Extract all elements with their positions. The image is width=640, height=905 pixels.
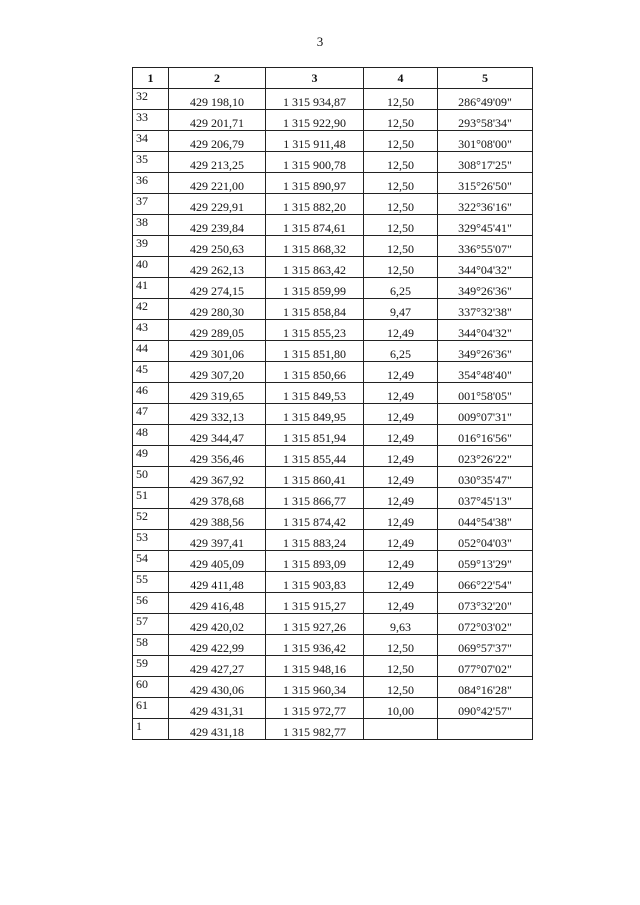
direction-angle-cell: 072°03'02" — [438, 614, 533, 635]
x-coordinate-cell: 429 411,48 — [169, 572, 266, 593]
direction-angle-cell: 349°26'36" — [438, 278, 533, 299]
y-coordinate-cell: 1 315 893,09 — [266, 551, 364, 572]
table-row — [133, 341, 533, 362]
y-coordinate-cell: 1 315 911,48 — [266, 131, 364, 152]
y-coordinate-cell: 1 315 936,42 — [266, 635, 364, 656]
direction-angle-cell: 059°13'29" — [438, 551, 533, 572]
column-header-x: 2 — [169, 68, 266, 89]
distance-cell: 6,25 — [364, 278, 438, 299]
point-number-cell: 34 — [133, 131, 169, 152]
point-number-cell: 61 — [133, 698, 169, 719]
y-coordinate-cell: 1 315 855,23 — [266, 320, 364, 341]
table-row — [133, 509, 533, 530]
x-coordinate-cell: 429 367,92 — [169, 467, 266, 488]
y-coordinate-cell: 1 315 849,95 — [266, 404, 364, 425]
table-row — [133, 635, 533, 656]
y-coordinate-cell: 1 315 874,61 — [266, 215, 364, 236]
direction-angle-cell — [438, 719, 533, 740]
table-row — [133, 467, 533, 488]
point-number-cell: 59 — [133, 656, 169, 677]
point-number-cell: 55 — [133, 572, 169, 593]
distance-cell: 12,49 — [364, 530, 438, 551]
table-row — [133, 152, 533, 173]
direction-angle-cell: 084°16'28" — [438, 677, 533, 698]
distance-cell: 12,50 — [364, 173, 438, 194]
point-number-cell: 47 — [133, 404, 169, 425]
table-row — [133, 362, 533, 383]
x-coordinate-cell: 429 430,06 — [169, 677, 266, 698]
distance-cell: 12,49 — [364, 362, 438, 383]
distance-cell: 12,50 — [364, 677, 438, 698]
table-row — [133, 131, 533, 152]
table-row — [133, 257, 533, 278]
direction-angle-cell: 315°26'50" — [438, 173, 533, 194]
point-number-cell: 43 — [133, 320, 169, 341]
table-row — [133, 173, 533, 194]
x-coordinate-cell: 429 301,06 — [169, 341, 266, 362]
direction-angle-cell: 009°07'31" — [438, 404, 533, 425]
x-coordinate-cell: 429 344,47 — [169, 425, 266, 446]
column-header-y: 3 — [266, 68, 364, 89]
table-row — [133, 299, 533, 320]
direction-angle-cell: 337°32'38" — [438, 299, 533, 320]
direction-angle-cell: 293°58'34" — [438, 110, 533, 131]
distance-cell: 12,49 — [364, 509, 438, 530]
point-number-cell: 39 — [133, 236, 169, 257]
direction-angle-cell: 037°45'13" — [438, 488, 533, 509]
table-row — [133, 236, 533, 257]
direction-angle-cell: 301°08'00" — [438, 131, 533, 152]
direction-angle-cell: 069°57'37" — [438, 635, 533, 656]
x-coordinate-cell: 429 332,13 — [169, 404, 266, 425]
x-coordinate-cell: 429 427,27 — [169, 656, 266, 677]
y-coordinate-cell: 1 315 855,44 — [266, 446, 364, 467]
y-coordinate-cell: 1 315 874,42 — [266, 509, 364, 530]
x-coordinate-cell: 429 420,02 — [169, 614, 266, 635]
page-number: 3 — [316, 34, 324, 49]
coordinates-table — [132, 67, 533, 740]
point-number-cell: 58 — [133, 635, 169, 656]
y-coordinate-cell: 1 315 922,90 — [266, 110, 364, 131]
point-number-cell: 36 — [133, 173, 169, 194]
column-header-distance: 4 — [364, 68, 438, 89]
column-header-angle: 5 — [438, 68, 533, 89]
direction-angle-cell: 052°04'03" — [438, 530, 533, 551]
point-number-cell: 56 — [133, 593, 169, 614]
distance-cell: 12,49 — [364, 404, 438, 425]
direction-angle-cell: 322°36'16" — [438, 194, 533, 215]
distance-cell: 12,50 — [364, 656, 438, 677]
table-row — [133, 698, 533, 719]
point-number-cell: 52 — [133, 509, 169, 530]
x-coordinate-cell: 429 289,05 — [169, 320, 266, 341]
point-number-cell: 57 — [133, 614, 169, 635]
table-header — [133, 68, 533, 89]
point-number-cell: 38 — [133, 215, 169, 236]
direction-angle-cell: 286°49'09" — [438, 89, 533, 110]
point-number-cell: 60 — [133, 677, 169, 698]
x-coordinate-cell: 429 201,71 — [169, 110, 266, 131]
x-coordinate-cell: 429 431,31 — [169, 698, 266, 719]
y-coordinate-cell: 1 315 858,84 — [266, 299, 364, 320]
distance-cell: 12,49 — [364, 425, 438, 446]
direction-angle-cell: 073°32'20" — [438, 593, 533, 614]
x-coordinate-cell: 429 239,84 — [169, 215, 266, 236]
y-coordinate-cell: 1 315 849,53 — [266, 383, 364, 404]
distance-cell: 9,63 — [364, 614, 438, 635]
y-coordinate-cell: 1 315 883,24 — [266, 530, 364, 551]
table-row — [133, 278, 533, 299]
point-number-cell: 33 — [133, 110, 169, 131]
table-row — [133, 614, 533, 635]
y-coordinate-cell: 1 315 903,83 — [266, 572, 364, 593]
y-coordinate-cell: 1 315 982,77 — [266, 719, 364, 740]
y-coordinate-cell: 1 315 934,87 — [266, 89, 364, 110]
distance-cell: 12,49 — [364, 383, 438, 404]
direction-angle-cell: 090°42'57" — [438, 698, 533, 719]
table-row — [133, 656, 533, 677]
distance-cell: 12,50 — [364, 152, 438, 173]
x-coordinate-cell: 429 378,68 — [169, 488, 266, 509]
point-number-cell: 32 — [133, 89, 169, 110]
table-row — [133, 593, 533, 614]
distance-cell: 12,50 — [364, 635, 438, 656]
table-row — [133, 488, 533, 509]
direction-angle-cell: 308°17'25" — [438, 152, 533, 173]
y-coordinate-cell: 1 315 972,77 — [266, 698, 364, 719]
distance-cell — [364, 719, 438, 740]
x-coordinate-cell: 429 213,25 — [169, 152, 266, 173]
point-number-cell: 45 — [133, 362, 169, 383]
distance-cell: 12,49 — [364, 488, 438, 509]
x-coordinate-cell: 429 431,18 — [169, 719, 266, 740]
column-header-point: 1 — [133, 68, 169, 89]
table-row — [133, 383, 533, 404]
x-coordinate-cell: 429 206,79 — [169, 131, 266, 152]
x-coordinate-cell: 429 307,20 — [169, 362, 266, 383]
direction-angle-cell: 044°54'38" — [438, 509, 533, 530]
y-coordinate-cell: 1 315 851,80 — [266, 341, 364, 362]
point-number-cell: 40 — [133, 257, 169, 278]
x-coordinate-cell: 429 319,65 — [169, 383, 266, 404]
point-number-cell: 54 — [133, 551, 169, 572]
y-coordinate-cell: 1 315 927,26 — [266, 614, 364, 635]
point-number-cell: 44 — [133, 341, 169, 362]
point-number-cell: 48 — [133, 425, 169, 446]
y-coordinate-cell: 1 315 900,78 — [266, 152, 364, 173]
y-coordinate-cell: 1 315 948,16 — [266, 656, 364, 677]
table-row — [133, 530, 533, 551]
table-row — [133, 110, 533, 131]
distance-cell: 12,50 — [364, 215, 438, 236]
y-coordinate-cell: 1 315 850,66 — [266, 362, 364, 383]
table-row — [133, 719, 533, 740]
y-coordinate-cell: 1 315 960,34 — [266, 677, 364, 698]
point-number-cell: 50 — [133, 467, 169, 488]
x-coordinate-cell: 429 274,15 — [169, 278, 266, 299]
direction-angle-cell: 030°35'47" — [438, 467, 533, 488]
y-coordinate-cell: 1 315 915,27 — [266, 593, 364, 614]
table-row — [133, 320, 533, 341]
distance-cell: 12,50 — [364, 194, 438, 215]
direction-angle-cell: 023°26'22" — [438, 446, 533, 467]
table-row — [133, 425, 533, 446]
y-coordinate-cell: 1 315 863,42 — [266, 257, 364, 278]
direction-angle-cell: 329°45'41" — [438, 215, 533, 236]
x-coordinate-cell: 429 422,99 — [169, 635, 266, 656]
direction-angle-cell: 344°04'32" — [438, 257, 533, 278]
distance-cell: 6,25 — [364, 341, 438, 362]
table-row — [133, 194, 533, 215]
y-coordinate-cell: 1 315 851,94 — [266, 425, 364, 446]
y-coordinate-cell: 1 315 890,97 — [266, 173, 364, 194]
point-number-cell: 46 — [133, 383, 169, 404]
table-row — [133, 215, 533, 236]
table-body — [133, 89, 533, 740]
x-coordinate-cell: 429 250,63 — [169, 236, 266, 257]
x-coordinate-cell: 429 280,30 — [169, 299, 266, 320]
table-row — [133, 572, 533, 593]
distance-cell: 12,50 — [364, 236, 438, 257]
point-number-cell: 1 — [133, 719, 169, 740]
table-row — [133, 89, 533, 110]
distance-cell: 12,50 — [364, 257, 438, 278]
direction-angle-cell: 336°55'07" — [438, 236, 533, 257]
table-row — [133, 677, 533, 698]
point-number-cell: 53 — [133, 530, 169, 551]
point-number-cell: 49 — [133, 446, 169, 467]
y-coordinate-cell: 1 315 859,99 — [266, 278, 364, 299]
y-coordinate-cell: 1 315 868,32 — [266, 236, 364, 257]
y-coordinate-cell: 1 315 866,77 — [266, 488, 364, 509]
point-number-cell: 41 — [133, 278, 169, 299]
x-coordinate-cell: 429 405,09 — [169, 551, 266, 572]
x-coordinate-cell: 429 356,46 — [169, 446, 266, 467]
x-coordinate-cell: 429 229,91 — [169, 194, 266, 215]
direction-angle-cell: 349°26'36" — [438, 341, 533, 362]
direction-angle-cell: 066°22'54" — [438, 572, 533, 593]
header-row — [133, 68, 533, 89]
x-coordinate-cell: 429 262,13 — [169, 257, 266, 278]
distance-cell: 12,49 — [364, 320, 438, 341]
x-coordinate-cell: 429 198,10 — [169, 89, 266, 110]
point-number-cell: 42 — [133, 299, 169, 320]
table-row — [133, 404, 533, 425]
distance-cell: 12,49 — [364, 551, 438, 572]
x-coordinate-cell: 429 397,41 — [169, 530, 266, 551]
direction-angle-cell: 354°48'40" — [438, 362, 533, 383]
distance-cell: 12,50 — [364, 131, 438, 152]
point-number-cell: 37 — [133, 194, 169, 215]
distance-cell: 12,50 — [364, 89, 438, 110]
direction-angle-cell: 016°16'56" — [438, 425, 533, 446]
direction-angle-cell: 344°04'32" — [438, 320, 533, 341]
point-number-cell: 51 — [133, 488, 169, 509]
distance-cell: 12,50 — [364, 110, 438, 131]
x-coordinate-cell: 429 221,00 — [169, 173, 266, 194]
point-number-cell: 35 — [133, 152, 169, 173]
distance-cell: 12,49 — [364, 446, 438, 467]
distance-cell: 12,49 — [364, 467, 438, 488]
y-coordinate-cell: 1 315 882,20 — [266, 194, 364, 215]
x-coordinate-cell: 429 416,48 — [169, 593, 266, 614]
table-row — [133, 446, 533, 467]
distance-cell: 9,47 — [364, 299, 438, 320]
direction-angle-cell: 001°58'05" — [438, 383, 533, 404]
table-row — [133, 551, 533, 572]
direction-angle-cell: 077°07'02" — [438, 656, 533, 677]
distance-cell: 10,00 — [364, 698, 438, 719]
y-coordinate-cell: 1 315 860,41 — [266, 467, 364, 488]
distance-cell: 12,49 — [364, 572, 438, 593]
x-coordinate-cell: 429 388,56 — [169, 509, 266, 530]
distance-cell: 12,49 — [364, 593, 438, 614]
